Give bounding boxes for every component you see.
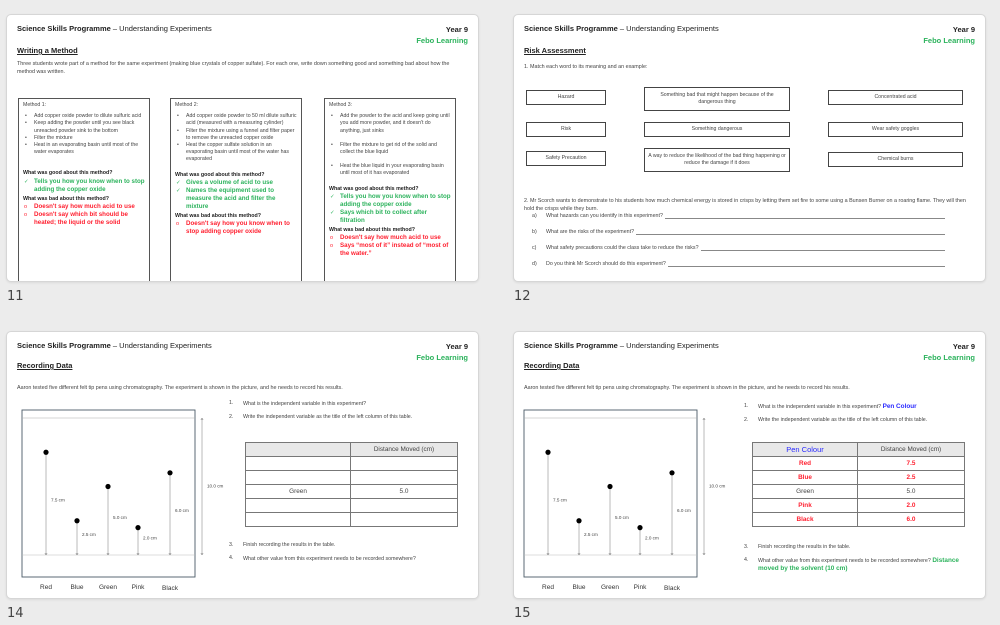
method-box bbox=[18, 98, 150, 282]
intro-text: Aaron tested five different felt tip pens using chromatography. The experiment is shown in the picture, and he needs to record his results. bbox=[17, 385, 343, 391]
bad-point: o Says “most of it” instead of “most of the water.” bbox=[330, 242, 449, 258]
method-step: • Heat the copper sulfate solution in an evaporating basin until most of the water has evaporated bbox=[175, 142, 297, 164]
column-header-distance[interactable]: Distance Moved (cm) bbox=[351, 443, 458, 457]
bad-point: o Doesn't say how much acid to use bbox=[330, 234, 441, 242]
slide-14[interactable] bbox=[6, 331, 479, 599]
distance-label: 2.5 cm bbox=[82, 531, 96, 537]
bad-question: What was bad about this method? bbox=[23, 195, 109, 202]
chromatography-diagram bbox=[22, 410, 224, 592]
match-example[interactable]: Chemical burns bbox=[828, 152, 963, 167]
match-meaning[interactable]: Something bad that might happen because of the dangerous thing bbox=[644, 87, 790, 111]
question-2: 2. Mr Scorch wants to demonstrate to his students how much chemical energy is stored in crisps by letting them set fire to some using a Bunsen Burner on a roaring flame. They will then hold the crisps while they burn. bbox=[524, 198, 966, 212]
slide-11[interactable] bbox=[6, 14, 479, 282]
table-cell[interactable]: Blue bbox=[753, 471, 858, 485]
questions-bottom bbox=[229, 542, 465, 563]
method-step: • Filter the mixture bbox=[23, 135, 145, 142]
slide-header-title: Science Skills Programme – Understanding Experiments bbox=[17, 24, 212, 33]
sub-question-c[interactable]: c) What safety precautions could the class take to reduce the risks? bbox=[532, 245, 945, 251]
answer-line[interactable] bbox=[668, 261, 945, 267]
solvent-distance-label: 10.0 cm bbox=[709, 483, 726, 489]
pen-label-black: Black bbox=[664, 585, 680, 592]
check-icon: ✓ bbox=[176, 187, 181, 194]
slide-header-right bbox=[416, 24, 468, 46]
paper-outline bbox=[524, 410, 697, 577]
table-cell[interactable] bbox=[351, 499, 458, 513]
table-cell[interactable] bbox=[351, 457, 458, 471]
year-label: Year 9 bbox=[445, 342, 468, 351]
question-item: 4. What other value from this experiment needs to be recorded somewhere? Distance moved by the solvent (10 cm) bbox=[744, 556, 959, 572]
ink-spot-black bbox=[669, 470, 674, 475]
sub-question-b[interactable]: b) What are the risks of the experiment? bbox=[532, 229, 945, 235]
table-cell[interactable] bbox=[351, 513, 458, 527]
pen-label-black: Black bbox=[162, 585, 178, 592]
ink-spot-black bbox=[167, 470, 172, 475]
question-item: 3. Finish recording the results in the table. bbox=[229, 542, 336, 548]
method-step: • Heat the blue liquid in your evaporating basin until most of it has evaporated bbox=[329, 163, 451, 177]
column-header-distance[interactable]: Distance Moved (cm) bbox=[858, 443, 965, 457]
match-meaning[interactable]: Something dangerous bbox=[644, 122, 790, 137]
answer-line[interactable] bbox=[665, 213, 945, 219]
table-row bbox=[246, 457, 458, 471]
question-1: 1. Match each word to its meaning and an example: bbox=[524, 64, 648, 70]
answer-text: Distance moved by the solvent (10 cm) bbox=[758, 556, 959, 572]
ink-spot-green bbox=[105, 484, 110, 489]
good-point: ✓ Tells you how you know when to stop adding the copper oxide bbox=[24, 177, 145, 193]
ink-spot-pink bbox=[637, 525, 642, 530]
good-point: ✓ Names the equipment used to measure the acid and filter the mixture bbox=[176, 186, 276, 210]
bad-point: o Doesn't say how much acid to use bbox=[24, 202, 135, 210]
good-point: ✓ Tells you how you know when to stop adding the copper oxide bbox=[330, 192, 451, 208]
table-cell[interactable]: Red bbox=[753, 457, 858, 471]
table-row bbox=[753, 485, 965, 499]
table-cell[interactable] bbox=[351, 471, 458, 485]
table-cell[interactable] bbox=[246, 471, 351, 485]
table-cell[interactable]: 5.0 bbox=[351, 485, 458, 499]
table-cell[interactable] bbox=[246, 499, 351, 513]
check-icon: ✓ bbox=[330, 193, 335, 200]
slide-number: 12 bbox=[514, 289, 531, 304]
table-cell[interactable]: 7.5 bbox=[858, 457, 965, 471]
slide-header-right bbox=[923, 341, 975, 363]
brand-label: Febo Learning bbox=[923, 353, 975, 362]
table-row bbox=[753, 457, 965, 471]
slide-header-right bbox=[416, 341, 468, 363]
section-title: Risk Assessment bbox=[524, 46, 586, 55]
bad-question: What was bad about this method? bbox=[175, 212, 261, 219]
table-row bbox=[753, 471, 965, 485]
pen-label-red: Red bbox=[40, 584, 52, 591]
good-question: What was good about this method? bbox=[23, 170, 113, 177]
check-icon: ✓ bbox=[176, 179, 181, 186]
distance-label: 2.0 cm bbox=[645, 535, 659, 541]
slide-number: 15 bbox=[514, 606, 531, 621]
match-example[interactable]: Wear safety goggles bbox=[828, 122, 963, 137]
method-step: • Filter the mixture using a funnel and filter paper to remove the unreacted copper oxide bbox=[175, 128, 297, 142]
circle-bullet-icon: o bbox=[24, 211, 28, 218]
intro-text: Three students wrote part of a method for the same experiment (making blue crystals of copper sulfate). For each one, write down something good and something bad about how the method was written. bbox=[17, 61, 450, 75]
pen-label-blue: Blue bbox=[70, 584, 84, 591]
table-row bbox=[246, 499, 458, 513]
table-row bbox=[753, 513, 965, 527]
method-step: • Keep adding the powder until you see black unreacted powder sink to the bottom bbox=[23, 120, 145, 134]
method-step: • Filter the mixture to get rid of the solid and collect the blue liquid bbox=[329, 142, 451, 156]
distance-label: 6.0 cm bbox=[175, 507, 189, 513]
distance-label: 2.5 cm bbox=[584, 531, 598, 537]
table-header-row bbox=[246, 443, 458, 457]
bad-point: o Doesn't say how you know when to stop adding copper oxide bbox=[176, 220, 290, 236]
section-title: Writing a Method bbox=[17, 46, 78, 55]
method-box bbox=[324, 98, 456, 282]
method-title: Method 2: bbox=[175, 102, 199, 108]
good-point: ✓ Gives a volume of acid to use bbox=[176, 178, 273, 186]
distance-label: 5.0 cm bbox=[113, 514, 127, 520]
method-title: Method 3: bbox=[329, 102, 353, 108]
column-header-variable[interactable]: Pen Colour bbox=[753, 443, 858, 457]
match-word-safety-precaution[interactable]: Safety Precaution bbox=[526, 151, 606, 166]
match-word-hazard[interactable]: Hazard bbox=[526, 90, 606, 105]
results-table[interactable] bbox=[245, 442, 458, 527]
pen-label-blue: Blue bbox=[572, 584, 586, 591]
results-table[interactable] bbox=[752, 442, 965, 527]
question-item: 1. What is the independent variable in this experiment? bbox=[229, 400, 367, 407]
question-item: 1. What is the independent variable in this experiment? Pen Colour bbox=[744, 403, 917, 410]
table-cell[interactable]: Green bbox=[753, 485, 858, 499]
ink-spot-blue bbox=[576, 518, 581, 523]
slide-number: 14 bbox=[7, 606, 24, 621]
table-cell[interactable] bbox=[246, 513, 351, 527]
table-cell[interactable]: Pink bbox=[753, 499, 858, 513]
table-row bbox=[246, 485, 458, 499]
brand-label: Febo Learning bbox=[416, 36, 468, 45]
question-item: 2. Write the independent variable as the title of the left column of this table. bbox=[229, 413, 413, 420]
year-label: Year 9 bbox=[445, 25, 468, 34]
answer-line[interactable] bbox=[701, 245, 945, 251]
slide-12[interactable] bbox=[513, 14, 986, 282]
section-title: Recording Data bbox=[17, 361, 73, 370]
method-title: Method 1: bbox=[23, 102, 47, 108]
good-question: What was good about this method? bbox=[329, 185, 419, 192]
distance-label: 7.5 cm bbox=[553, 497, 567, 503]
slide-15[interactable] bbox=[513, 331, 986, 599]
circle-bullet-icon: o bbox=[330, 235, 334, 242]
table-row bbox=[246, 513, 458, 527]
pen-label-red: Red bbox=[542, 584, 554, 591]
slide-header-title: Science Skills Programme – Understanding Experiments bbox=[524, 24, 719, 33]
bad-point: o Doesn't say which bit should be heated; the liquid or the solid bbox=[24, 210, 128, 226]
distance-label: 6.0 cm bbox=[677, 507, 691, 513]
table-row bbox=[246, 471, 458, 485]
answer-text: Pen Colour bbox=[882, 403, 917, 410]
slide-header-title: Science Skills Programme – Understanding Experiments bbox=[524, 341, 719, 350]
ink-spot-pink bbox=[135, 525, 140, 530]
table-cell[interactable] bbox=[246, 457, 351, 471]
method-step: • Add the powder to the acid and keep going until you add more powder, and it doesn't do anything, just sinks bbox=[329, 113, 451, 135]
circle-bullet-icon: o bbox=[176, 221, 180, 228]
good-question: What was good about this method? bbox=[175, 171, 265, 178]
chromatography-diagram bbox=[524, 410, 726, 592]
pen-label-green: Green bbox=[98, 584, 118, 591]
bad-question: What was bad about this method? bbox=[329, 226, 415, 233]
method-step: • Add copper oxide powder to dilute sulfuric acid bbox=[23, 113, 145, 120]
distance-label: 2.0 cm bbox=[143, 535, 157, 541]
table-cell[interactable]: 6.0 bbox=[858, 513, 965, 527]
table-row bbox=[753, 499, 965, 513]
good-point: ✓ Says which bit to collect after filtration bbox=[330, 208, 427, 224]
question-item: 4. What other value from this experiment needs to be recorded somewhere? bbox=[229, 554, 416, 562]
slide-header-right bbox=[923, 24, 975, 46]
ink-spot-red bbox=[43, 450, 48, 455]
question-item: 3. Finish recording the results in the table. bbox=[744, 544, 851, 550]
table-cell[interactable]: 5.0 bbox=[858, 485, 965, 499]
distance-label: 5.0 cm bbox=[615, 514, 629, 520]
table-cell[interactable]: 2.0 bbox=[858, 499, 965, 513]
circle-bullet-icon: o bbox=[330, 243, 334, 250]
method-step: • Heat in an evaporating basin until most of the water evaporates bbox=[23, 142, 145, 156]
check-icon: ✓ bbox=[24, 178, 29, 185]
pen-label-pink: Pink bbox=[131, 584, 145, 591]
ink-spot-red bbox=[545, 450, 550, 455]
question-item: 2. Write the independent variable as the title of the left column of this table. bbox=[744, 416, 928, 423]
match-word-risk[interactable]: Risk bbox=[526, 122, 606, 137]
questions-top bbox=[744, 403, 980, 424]
questions-bottom bbox=[744, 544, 980, 574]
slide-header-title: Science Skills Programme – Understanding Experiments bbox=[17, 341, 212, 350]
method-box bbox=[170, 98, 302, 282]
answer-line[interactable] bbox=[636, 229, 945, 235]
paper-outline bbox=[22, 410, 195, 577]
ink-spot-blue bbox=[74, 518, 79, 523]
column-header-variable[interactable] bbox=[246, 443, 351, 457]
pen-label-green: Green bbox=[600, 584, 620, 591]
match-example[interactable]: Concentrated acid bbox=[828, 90, 963, 105]
sub-question-d[interactable]: d) Do you think Mr Scorch should do this experiment? bbox=[532, 261, 945, 267]
year-label: Year 9 bbox=[952, 25, 975, 34]
circle-bullet-icon: o bbox=[24, 203, 28, 210]
method-step: • Add copper oxide powder to 50 ml dilute sulfuric acid (measured with a measuring cylinder) bbox=[175, 113, 297, 127]
match-meaning[interactable]: A way to reduce the likelihood of the bad thing happening or reduce the damage if it does bbox=[644, 148, 790, 172]
ink-spot-green bbox=[607, 484, 612, 489]
table-header-row bbox=[753, 443, 965, 457]
year-label: Year 9 bbox=[952, 342, 975, 351]
table-cell[interactable]: 2.5 bbox=[858, 471, 965, 485]
questions-top bbox=[229, 400, 465, 421]
brand-label: Febo Learning bbox=[923, 36, 975, 45]
distance-label: 7.5 cm bbox=[51, 497, 65, 503]
sub-question-a[interactable]: a) What hazards can you identify in this experiment? bbox=[532, 213, 945, 219]
brand-label: Febo Learning bbox=[416, 353, 468, 362]
solvent-distance-label: 10.0 cm bbox=[207, 483, 224, 489]
pen-label-pink: Pink bbox=[633, 584, 647, 591]
table-cell[interactable]: Green bbox=[246, 485, 351, 499]
table-cell[interactable]: Black bbox=[753, 513, 858, 527]
check-icon: ✓ bbox=[330, 209, 335, 216]
slide-number: 11 bbox=[7, 289, 24, 304]
section-title: Recording Data bbox=[524, 361, 580, 370]
intro-text: Aaron tested five different felt tip pens using chromatography. The experiment is shown in the picture, and he needs to record his results. bbox=[524, 385, 850, 391]
